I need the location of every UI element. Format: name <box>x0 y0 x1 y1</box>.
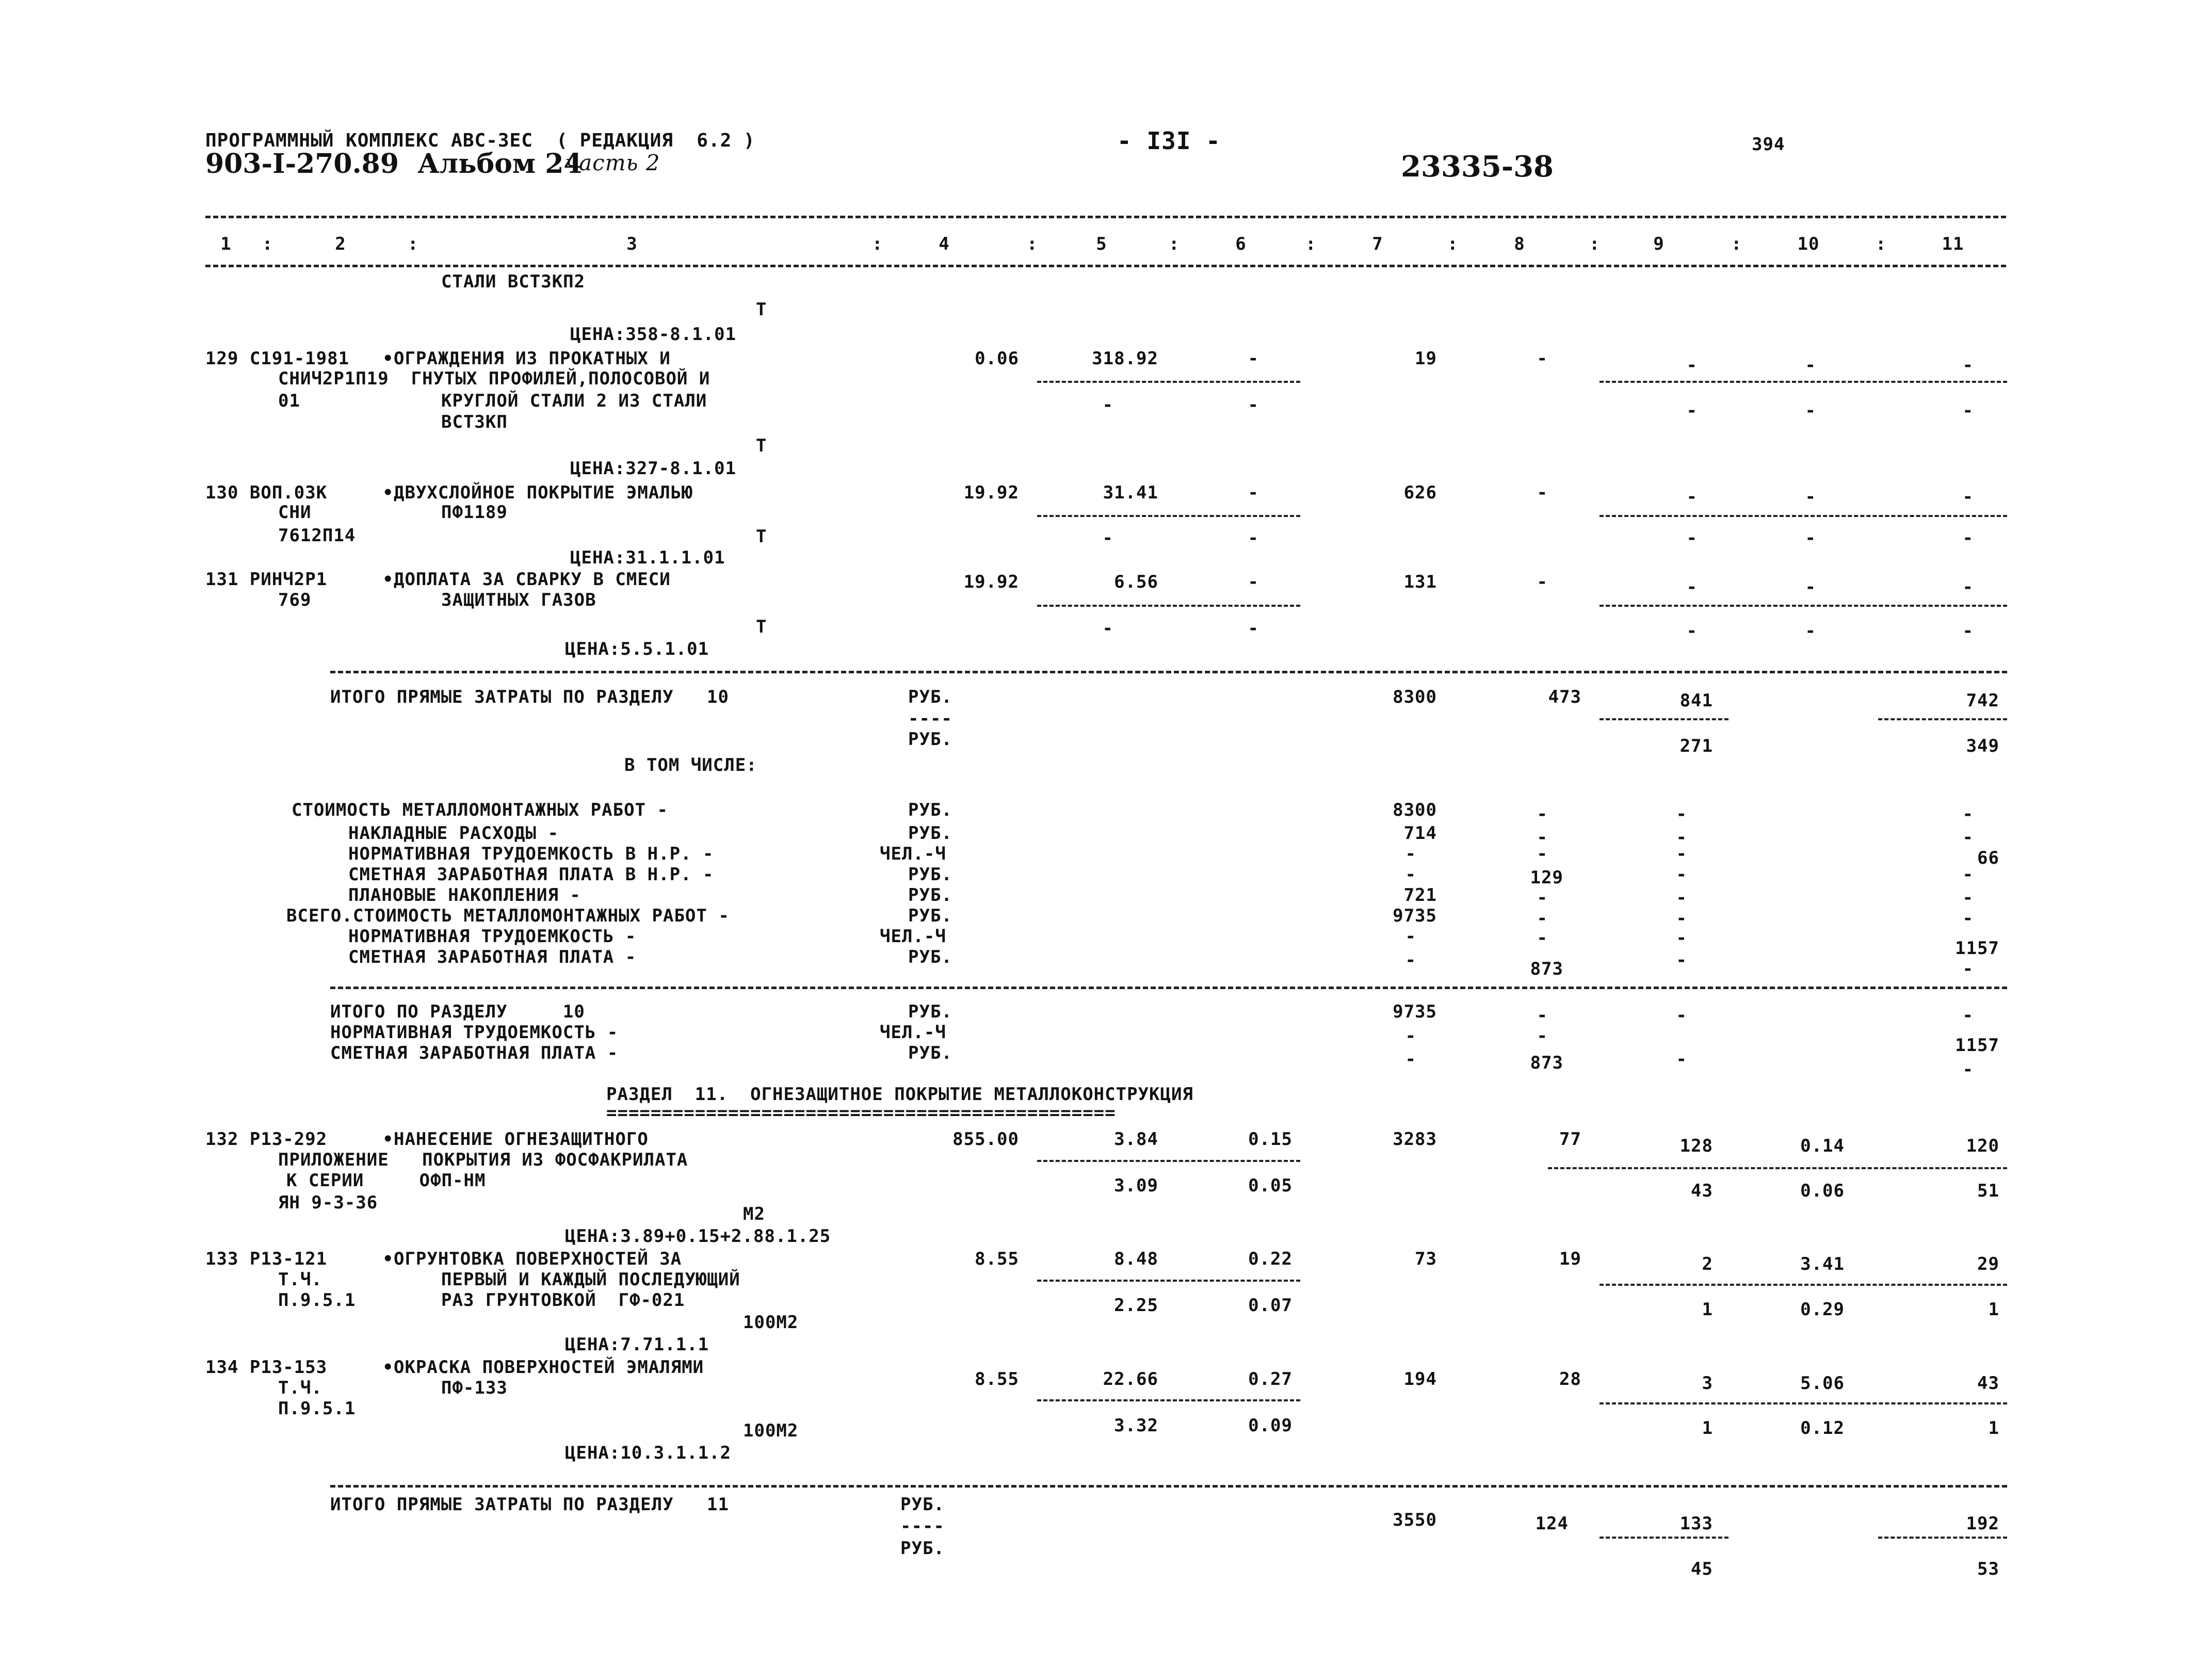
text-line: ВСТЗКП <box>441 412 508 432</box>
number-cell: 131 <box>1403 572 1437 592</box>
number-cell: 8.55 <box>975 1369 1019 1390</box>
number-cell: 1 <box>1702 1299 1713 1320</box>
number-cell: 841 <box>1679 690 1713 711</box>
text-line: ПРИЛОЖЕНИЕ ПОКРЫТИЯ ИЗ ФОСФАКРИЛАТА <box>278 1150 688 1170</box>
text-line: 131 РИНЧ2Р1 •ДОПЛАТА ЗА СВАРКУ В СМЕСИ <box>205 569 671 590</box>
number-cell: - <box>1248 528 1259 548</box>
text-line: Т <box>756 526 767 547</box>
number-cell: 1 <box>1988 1418 1999 1439</box>
number-cell: - <box>1537 908 1548 929</box>
header-rule-bottom <box>205 265 2006 267</box>
column-header-11: 11 <box>1942 234 1964 254</box>
text-line: ============================================== <box>606 1103 1116 1123</box>
number-cell: - <box>1537 1026 1548 1046</box>
text-line: ЦЕНА:5.5.1.01 <box>565 639 709 659</box>
text-line: ЦЕНА:31.1.1.01 <box>570 547 725 568</box>
number-cell: 29 <box>1977 1254 1999 1274</box>
number-cell: 0.06 <box>975 348 1019 369</box>
number-cell: - <box>1537 827 1548 848</box>
number-cell: 626 <box>1403 482 1437 503</box>
column-header-1: 1 <box>220 234 232 254</box>
number-cell: - <box>1676 1049 1687 1070</box>
number-cell: - <box>1962 827 1974 848</box>
number-cell: 9735 <box>1393 906 1437 926</box>
column-header-6: 6 <box>1235 234 1247 254</box>
number-cell: 120 <box>1966 1136 1999 1156</box>
number-cell: - <box>1962 528 1974 548</box>
number-cell: 0.12 <box>1800 1418 1845 1439</box>
part-label: часть 2 <box>565 150 660 175</box>
number-cell: 1157 <box>1955 1035 1999 1056</box>
text-line: НОРМАТИВНАЯ ТРУДОЕМКОСТЬ В Н.Р. - <box>348 844 714 864</box>
number-cell: - <box>1805 621 1816 641</box>
number-cell: 714 <box>1403 823 1437 844</box>
number-cell: 3283 <box>1393 1129 1437 1150</box>
number-cell: - <box>1537 804 1548 825</box>
number-cell: 0.29 <box>1800 1299 1845 1320</box>
text-line: 133 Р13-121 •ОГРУНТОВКА ПОВЕРХНОСТЕЙ ЗА <box>205 1249 682 1269</box>
number-cell: 66 <box>1977 848 1999 868</box>
number-cell: 271 <box>1679 736 1713 756</box>
number-cell: - <box>1962 355 1974 376</box>
number-cell: 19.92 <box>963 572 1019 592</box>
number-cell: - <box>1405 1026 1416 1046</box>
column-header-8: 8 <box>1514 234 1525 254</box>
column-header-10: 10 <box>1797 234 1820 254</box>
number-cell: - <box>1962 1059 1974 1080</box>
number-cell: 192 <box>1966 1513 1999 1534</box>
number-cell: - <box>1686 528 1698 548</box>
number-cell: - <box>1962 908 1974 929</box>
text-line: РУБ. <box>908 800 952 820</box>
text-line: СМЕТНАЯ ЗАРАБОТНАЯ ПЛАТА В Н.Р. - <box>348 864 714 885</box>
number-cell: - <box>1102 528 1113 548</box>
text-line: ЦЕНА:3.89+0.15+2.88.1.25 <box>565 1226 831 1247</box>
number-cell: 742 <box>1966 690 1999 711</box>
text-line: СНИЧ2Р1П19 ГНУТЫХ ПРОФИЛЕЙ,ПОЛОСОВОЙ И <box>278 368 710 389</box>
text-line: ПФ1189 <box>441 502 508 523</box>
text-line: РУБ. <box>908 729 952 750</box>
text-line: РУБ. <box>908 885 952 906</box>
text-line: 100М2 <box>743 1312 799 1333</box>
number-cell: - <box>1676 908 1687 929</box>
text-line: СМЕТНАЯ ЗАРАБОТНАЯ ПЛАТА - <box>348 947 637 967</box>
number-cell: - <box>1537 887 1548 908</box>
project-number: 903-I-270.89 Альбом 24 <box>205 148 583 180</box>
text-line: СТАЛИ ВСТЗКП2 <box>441 271 586 292</box>
number-cell: 0.09 <box>1248 1415 1293 1436</box>
text-line: РУБ. <box>908 864 952 885</box>
text-line: РАЗ ГРУНТОВКОЙ ГФ-021 <box>441 1290 685 1311</box>
number-cell: - <box>1962 804 1974 825</box>
page-number: - I3I - <box>1117 127 1221 155</box>
number-cell: 3.09 <box>1114 1175 1158 1196</box>
column-header-3: 3 <box>626 234 638 254</box>
number-cell: 2.25 <box>1114 1295 1158 1316</box>
number-cell: - <box>1805 528 1816 548</box>
text-line: 100М2 <box>743 1420 799 1441</box>
number-cell: - <box>1805 487 1816 507</box>
text-line: СНИ <box>278 502 312 523</box>
number-cell: 473 <box>1548 687 1581 707</box>
number-cell: 19 <box>1559 1249 1581 1269</box>
number-cell: 43 <box>1691 1181 1713 1201</box>
number-cell: - <box>1537 348 1548 369</box>
text-line: СТОИМОСТЬ МЕТАЛЛОМОНТАЖНЫХ РАБОТ - <box>292 800 668 820</box>
text-line: ЧЕЛ.-Ч <box>880 926 946 947</box>
number-cell: - <box>1537 844 1548 864</box>
number-cell: 0.27 <box>1248 1369 1293 1390</box>
column-header-7: 7 <box>1372 234 1383 254</box>
number-cell: 129 <box>1530 867 1563 888</box>
number-cell: 3550 <box>1393 1510 1437 1530</box>
column-header-5: 5 <box>1096 234 1107 254</box>
number-cell: - <box>1537 482 1548 503</box>
number-cell: 194 <box>1403 1369 1437 1390</box>
text-line: П.9.5.1 <box>278 1290 356 1311</box>
program-title: ПРОГРАММНЫЙ КОМПЛЕКС АВС-ЗЕС ( РЕДАКЦИЯ 6.2 ) <box>205 130 755 151</box>
number-cell: 3.84 <box>1114 1129 1158 1150</box>
number-cell: - <box>1686 400 1698 421</box>
text-line: ЧЕЛ.-Ч <box>880 844 946 864</box>
number-cell: - <box>1676 827 1687 848</box>
text-line: ---- <box>900 1516 945 1537</box>
number-cell: 51 <box>1977 1181 1999 1201</box>
number-cell: 3 <box>1702 1373 1713 1394</box>
number-cell: - <box>1686 487 1698 507</box>
number-cell: - <box>1405 844 1416 864</box>
text-line: РАЗДЕЛ 11. ОГНЕЗАЩИТНОЕ ПОКРЫТИЕ МЕТАЛЛОКОНСТРУКЦИЯ <box>606 1084 1193 1105</box>
text-line: 132 Р13-292 •НАНЕСЕНИЕ ОГНЕЗАЩИТНОГО <box>205 1129 649 1150</box>
number-cell: - <box>1676 887 1687 908</box>
number-cell: - <box>1405 926 1416 947</box>
column-header-2: 2 <box>335 234 346 254</box>
number-cell: - <box>1537 928 1548 948</box>
text-line: ИТОГО ПРЯМЫЕ ЗАТРАТЫ ПО РАЗДЕЛУ 10 <box>330 687 729 707</box>
text-line: П.9.5.1 <box>278 1398 356 1419</box>
text-line: ПЕРВЫЙ И КАЖДЫЙ ПОСЛЕДУЮЩИЙ <box>441 1269 740 1290</box>
number-cell: - <box>1405 950 1416 971</box>
number-cell: 0.07 <box>1248 1295 1293 1316</box>
number-cell: - <box>1676 928 1687 948</box>
number-cell: 0.22 <box>1248 1249 1293 1269</box>
number-cell: - <box>1676 864 1687 885</box>
number-cell: 5.06 <box>1800 1373 1845 1394</box>
number-cell: - <box>1248 348 1259 369</box>
text-line: Т <box>756 617 767 637</box>
header-rule-top <box>205 216 2006 218</box>
text-line: М2 <box>743 1204 765 1224</box>
text-line: РУБ. <box>908 823 952 844</box>
number-cell: - <box>1405 864 1416 885</box>
number-cell: - <box>1805 577 1816 597</box>
number-cell: - <box>1805 400 1816 421</box>
number-cell: - <box>1686 621 1698 641</box>
number-cell: 0.14 <box>1800 1136 1845 1156</box>
number-cell: 8.48 <box>1114 1249 1158 1269</box>
number-cell: 19 <box>1415 348 1437 369</box>
number-cell: 19.92 <box>963 482 1019 503</box>
text-line: СМЕТНАЯ ЗАРАБОТНАЯ ПЛАТА - <box>330 1043 619 1063</box>
text-line: Т.Ч. <box>278 1378 322 1398</box>
number-cell: 6.56 <box>1114 572 1158 592</box>
text-line: 130 ВОП.03К •ДВУХСЛОЙНОЕ ПОКРЫТИЕ ЭМАЛЬЮ <box>205 482 693 503</box>
number-cell: 318.92 <box>1092 348 1158 369</box>
number-cell: 22.66 <box>1103 1369 1158 1390</box>
number-cell: 1 <box>1988 1299 1999 1320</box>
number-cell: 128 <box>1679 1136 1713 1156</box>
text-line: ИТОГО ПРЯМЫЕ ЗАТРАТЫ ПО РАЗДЕЛУ 11 <box>330 1494 729 1515</box>
text-line: Т <box>756 435 767 456</box>
text-line: ЦЕНА:327-8.1.01 <box>570 458 737 479</box>
text-line: РУБ. <box>908 906 952 926</box>
text-line: РУБ. <box>908 1001 952 1022</box>
number-cell: 349 <box>1966 736 1999 756</box>
number-cell: 53 <box>1977 1559 1999 1579</box>
number-cell: - <box>1248 572 1259 592</box>
sheet-number: 394 <box>1752 134 1785 155</box>
document-code: 23335-38 <box>1401 150 1554 184</box>
number-cell: 8300 <box>1393 800 1437 820</box>
number-cell: 43 <box>1977 1373 1999 1394</box>
number-cell: 0.06 <box>1800 1181 1845 1201</box>
number-cell: 1 <box>1702 1418 1713 1439</box>
number-cell: - <box>1962 1005 1974 1026</box>
number-cell: 124 <box>1535 1513 1569 1534</box>
text-line: ЗАЩИТНЫХ ГАЗОВ <box>441 590 596 610</box>
number-cell: 873 <box>1530 959 1563 979</box>
number-cell: - <box>1962 959 1974 979</box>
number-cell: - <box>1537 1005 1548 1026</box>
text-line: ПФ-133 <box>441 1378 508 1398</box>
number-cell: 873 <box>1530 1053 1563 1073</box>
text-line: 01 <box>278 391 300 411</box>
number-cell: 721 <box>1403 885 1437 906</box>
number-cell: - <box>1805 355 1816 376</box>
text-line: ИТОГО ПО РАЗДЕЛУ 10 <box>330 1001 585 1022</box>
number-cell: 855.00 <box>952 1129 1019 1150</box>
text-line: 134 Р13-153 •ОКРАСКА ПОВЕРХНОСТЕЙ ЭМАЛЯМИ <box>205 1357 704 1378</box>
column-header-9: 9 <box>1653 234 1665 254</box>
text-line: КРУГЛОЙ СТАЛИ 2 ИЗ СТАЛИ <box>441 391 707 411</box>
text-line: ПЛАНОВЫЕ НАКОПЛЕНИЯ - <box>348 885 581 906</box>
number-cell: - <box>1676 1005 1687 1026</box>
number-cell: 73 <box>1415 1249 1437 1269</box>
text-line: ЯН 9-3-36 <box>278 1192 378 1213</box>
text-line: ---- <box>908 708 952 729</box>
text-line: 769 <box>278 590 312 610</box>
text-line: ЦЕНА:10.3.1.1.2 <box>565 1443 732 1463</box>
number-cell: - <box>1248 395 1259 415</box>
text-line: РУБ. <box>900 1494 945 1515</box>
text-line: Т <box>756 299 767 320</box>
number-cell: 1157 <box>1955 938 1999 959</box>
text-line: РУБ. <box>908 947 952 967</box>
text-line: 7612П14 <box>278 525 356 546</box>
text-line: РУБ. <box>908 1043 952 1063</box>
number-cell: 0.15 <box>1248 1129 1293 1150</box>
number-cell: - <box>1102 395 1113 415</box>
number-cell: - <box>1248 618 1259 639</box>
number-cell: - <box>1962 400 1974 421</box>
text-line: В ТОМ ЧИСЛЕ: <box>624 755 757 776</box>
number-cell: - <box>1686 355 1698 376</box>
text-line: НАКЛАДНЫЕ РАСХОДЫ - <box>348 823 559 844</box>
number-cell: 3.41 <box>1800 1254 1845 1274</box>
text-line: НОРМАТИВНАЯ ТРУДОЕМКОСТЬ - <box>348 926 637 947</box>
number-cell: - <box>1962 621 1974 641</box>
number-cell: - <box>1676 804 1687 825</box>
number-cell: 3.32 <box>1114 1415 1158 1436</box>
number-cell: 2 <box>1702 1254 1713 1274</box>
number-cell: 31.41 <box>1103 482 1158 503</box>
number-cell: - <box>1962 577 1974 597</box>
number-cell: - <box>1676 950 1687 971</box>
number-cell: - <box>1102 618 1113 639</box>
number-cell: - <box>1962 864 1974 885</box>
estimate-sheet: ПРОГРАММНЫЙ КОМПЛЕКС АВС-ЗЕС ( РЕДАКЦИЯ 6.2 ) 903-I-270.89 Альбом 24 часть 2 - I3I - 23335-38 394 1 2 3 4 5 6 7 8 9 10 11 : : : : : : : : : : СТАЛИ ВСТЗКП2 Т ЦЕНА:358-8.1.01 129 С191-1981 •ОГРАЖДЕНИЯ ИЗ ПРОКАТНЫХ И СНИЧ2Р1П19 ГНУТЫХ ПРОФИЛЕЙ,ПОЛОСОВОЙ И 01 КРУГЛОЙ СТАЛИ 2 ИЗ СТАЛИ ВСТЗКП Т ЦЕНА:327-8.1.01 130 ВОП.03К •ДВУХСЛОЙНОЕ ПОКРЫТИЕ ЭМАЛЬЮ СНИ ПФ1189 7612П14 Т ЦЕНА:31.1.1.01 131 РИНЧ2Р1 •ДОПЛАТА ЗА СВАРКУ В СМЕСИ 769 ЗАЩИТНЫХ ГАЗОВ Т ЦЕНА:5.5.1.01 ИТОГО ПРЯМЫЕ ЗАТРАТЫ ПО РАЗДЕЛУ 10 РУБ. ---- РУБ. В ТОМ ЧИСЛЕ: СТОИМОСТЬ МЕТАЛЛОМОНТАЖНЫХ РАБОТ - РУБ. НАКЛАДНЫЕ РАСХОДЫ - РУБ. НОРМАТИВНАЯ ТРУДОЕМКОСТЬ В Н.Р. - ЧЕЛ.-Ч СМЕТНАЯ ЗАРАБОТНАЯ ПЛАТА В Н.Р. - РУБ. ПЛАНОВЫЕ НАКОПЛЕНИЯ - РУБ. ВСЕГО.СТОИМОСТЬ МЕТАЛЛОМОНТАЖНЫХ РАБОТ - РУБ. НОРМАТИВНАЯ ТРУДОЕМКОСТЬ - ЧЕЛ.-Ч СМЕТНАЯ ЗАРАБОТНАЯ ПЛАТА - РУБ. ИТОГО ПО РАЗДЕЛУ 10 РУБ. НОРМАТИВНАЯ ТРУДОЕМКОСТЬ - ЧЕЛ.-Ч СМЕТНАЯ ЗАРАБОТНАЯ ПЛАТА - РУБ. РАЗДЕЛ 11. ОГНЕЗАЩИТНОЕ ПОКРЫТИЕ МЕТАЛЛОКОНСТРУКЦИЯ ============================================== 132 Р13-292 •НАНЕСЕНИЕ ОГНЕЗАЩИТНОГО ПРИЛОЖЕНИЕ ПОКРЫТИЯ ИЗ ФОСФАКРИЛАТА К СЕРИИ ОФП-НМ ЯН 9-3-36 М2 ЦЕНА:3.89+0.15+2.88.1.25 133 Р13-121 •ОГРУНТОВКА ПОВЕРХНОСТЕЙ ЗА Т.Ч. ПЕРВЫЙ И КАЖДЫЙ ПОСЛЕДУЮЩИЙ П.9.5.1 РАЗ ГРУНТОВКОЙ ГФ-021 100М2 ЦЕНА:7.71.1.1 134 Р13-153 •ОКРАСКА ПОВЕРХНОСТЕЙ ЭМАЛЯМИ Т.Ч. ПФ-133 П.9.5.1 100М2 ЦЕНА:10.3.1.1.2 ИТОГО ПРЯМЫЕ ЗАТРАТЫ ПО РАЗДЕЛУ 11 РУБ. ---- РУБ. 0.06 318.92 - 19 - - - - - - - - - 19.92 31.41 - 626 - - - - - - - - - 19.92 6.56 - 131 - - - - - - - - - 8300 473 841 742 271 349 8300 - - - 714 - - - - - - 66 - 129 - - 721 - - - 9735 - - - - - - 1157 - 873 - - 9735 - - - - - 1157 - 873 - - 855.00 3.84 0.15 3283 77 128 0.14 120 3.09 0.05 43 0.06 51 8.55 8.48 0.22 73 19 2 3.41 29 2.25 0.07 1 0.29 1 8.55 22.66 0.27 194 28 3 5.06 43 3.32 0.09 1 0.12 1 3550 124 133 192 45 53 <box>0 0 2197 1680</box>
number-cell: 8.55 <box>975 1249 1019 1269</box>
text-line: ЦЕНА:358-8.1.01 <box>570 324 737 345</box>
number-cell: - <box>1686 577 1698 597</box>
text-line: 129 С191-1981 •ОГРАЖДЕНИЯ ИЗ ПРОКАТНЫХ И <box>205 348 671 369</box>
number-cell: 77 <box>1559 1129 1581 1150</box>
text-line: РУБ. <box>900 1538 945 1559</box>
column-header-4: 4 <box>939 234 950 254</box>
number-cell: 133 <box>1679 1513 1713 1534</box>
number-cell: - <box>1962 487 1974 507</box>
number-cell: 8300 <box>1393 687 1437 707</box>
number-cell: - <box>1962 887 1974 908</box>
number-cell: 45 <box>1691 1559 1713 1579</box>
number-cell: - <box>1248 482 1259 503</box>
text-line: К СЕРИИ ОФП-НМ <box>286 1170 486 1191</box>
number-cell: - <box>1405 1049 1416 1070</box>
text-line: ЦЕНА:7.71.1.1 <box>565 1334 709 1355</box>
number-cell: - <box>1537 572 1548 592</box>
number-cell: - <box>1676 844 1687 864</box>
number-cell: 0.05 <box>1248 1175 1293 1196</box>
text-line: НОРМАТИВНАЯ ТРУДОЕМКОСТЬ - <box>330 1022 619 1043</box>
text-line: ВСЕГО.СТОИМОСТЬ МЕТАЛЛОМОНТАЖНЫХ РАБОТ - <box>286 906 730 926</box>
text-line: Т.Ч. <box>278 1269 322 1290</box>
number-cell: 9735 <box>1393 1001 1437 1022</box>
text-line: РУБ. <box>908 687 952 707</box>
text-line: ЧЕЛ.-Ч <box>880 1022 946 1043</box>
number-cell: 28 <box>1559 1369 1581 1390</box>
